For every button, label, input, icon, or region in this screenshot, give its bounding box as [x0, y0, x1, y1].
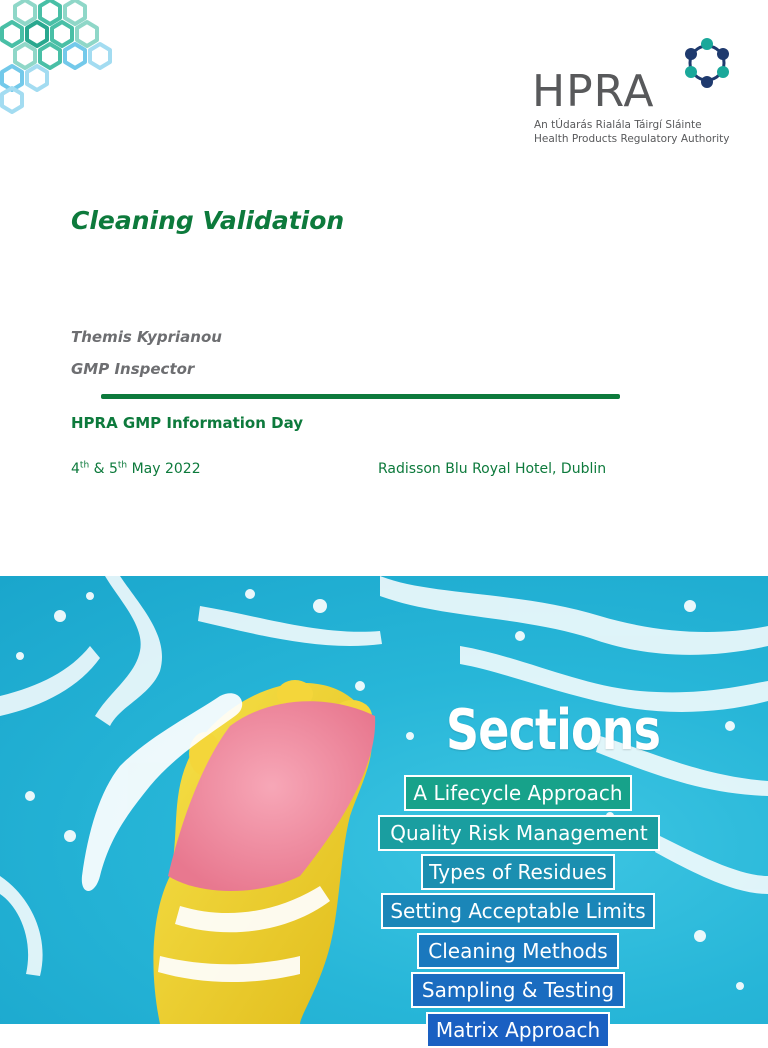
sections-title: Sections [446, 698, 661, 763]
hpra-logo [532, 36, 742, 148]
section-item-cleaning-methods[interactable]: Cleaning Methods [417, 933, 619, 969]
section-item-quality-risk-management[interactable]: Quality Risk Management [378, 815, 660, 851]
foam-glove-sponge-image [0, 576, 768, 1024]
logo-subtitle-english: Health Products Regulatory Authority [534, 133, 730, 145]
event-name: HPRA GMP Information Day [71, 414, 304, 432]
logo-subtitle-irish: An tÚdarás Rialála Táirgí Sláinte [534, 119, 702, 131]
event-date: 4th & 5th May 2022 [71, 460, 201, 477]
hexagon-pattern-decoration [0, 0, 130, 115]
section-item-lifecycle-approach[interactable]: A Lifecycle Approach [404, 775, 632, 811]
section-item-setting-acceptable-limits[interactable]: Setting Acceptable Limits [381, 893, 655, 929]
molecule-ring-icon [680, 36, 734, 90]
logo-wordmark: HPRA [532, 66, 655, 117]
section-item-types-of-residues[interactable]: Types of Residues [421, 854, 615, 890]
event-venue: Radisson Blu Royal Hotel, Dublin [378, 461, 607, 477]
section-item-sampling-testing[interactable]: Sampling & Testing [411, 972, 625, 1008]
green-divider [101, 394, 620, 399]
section-item-matrix-approach[interactable]: Matrix Approach [426, 1012, 610, 1048]
sections-slide [0, 576, 768, 1042]
presenter-name: Themis Kyprianou [71, 328, 222, 346]
presenter-role: GMP Inspector [71, 360, 195, 378]
slide-title: Cleaning Validation [71, 206, 345, 235]
